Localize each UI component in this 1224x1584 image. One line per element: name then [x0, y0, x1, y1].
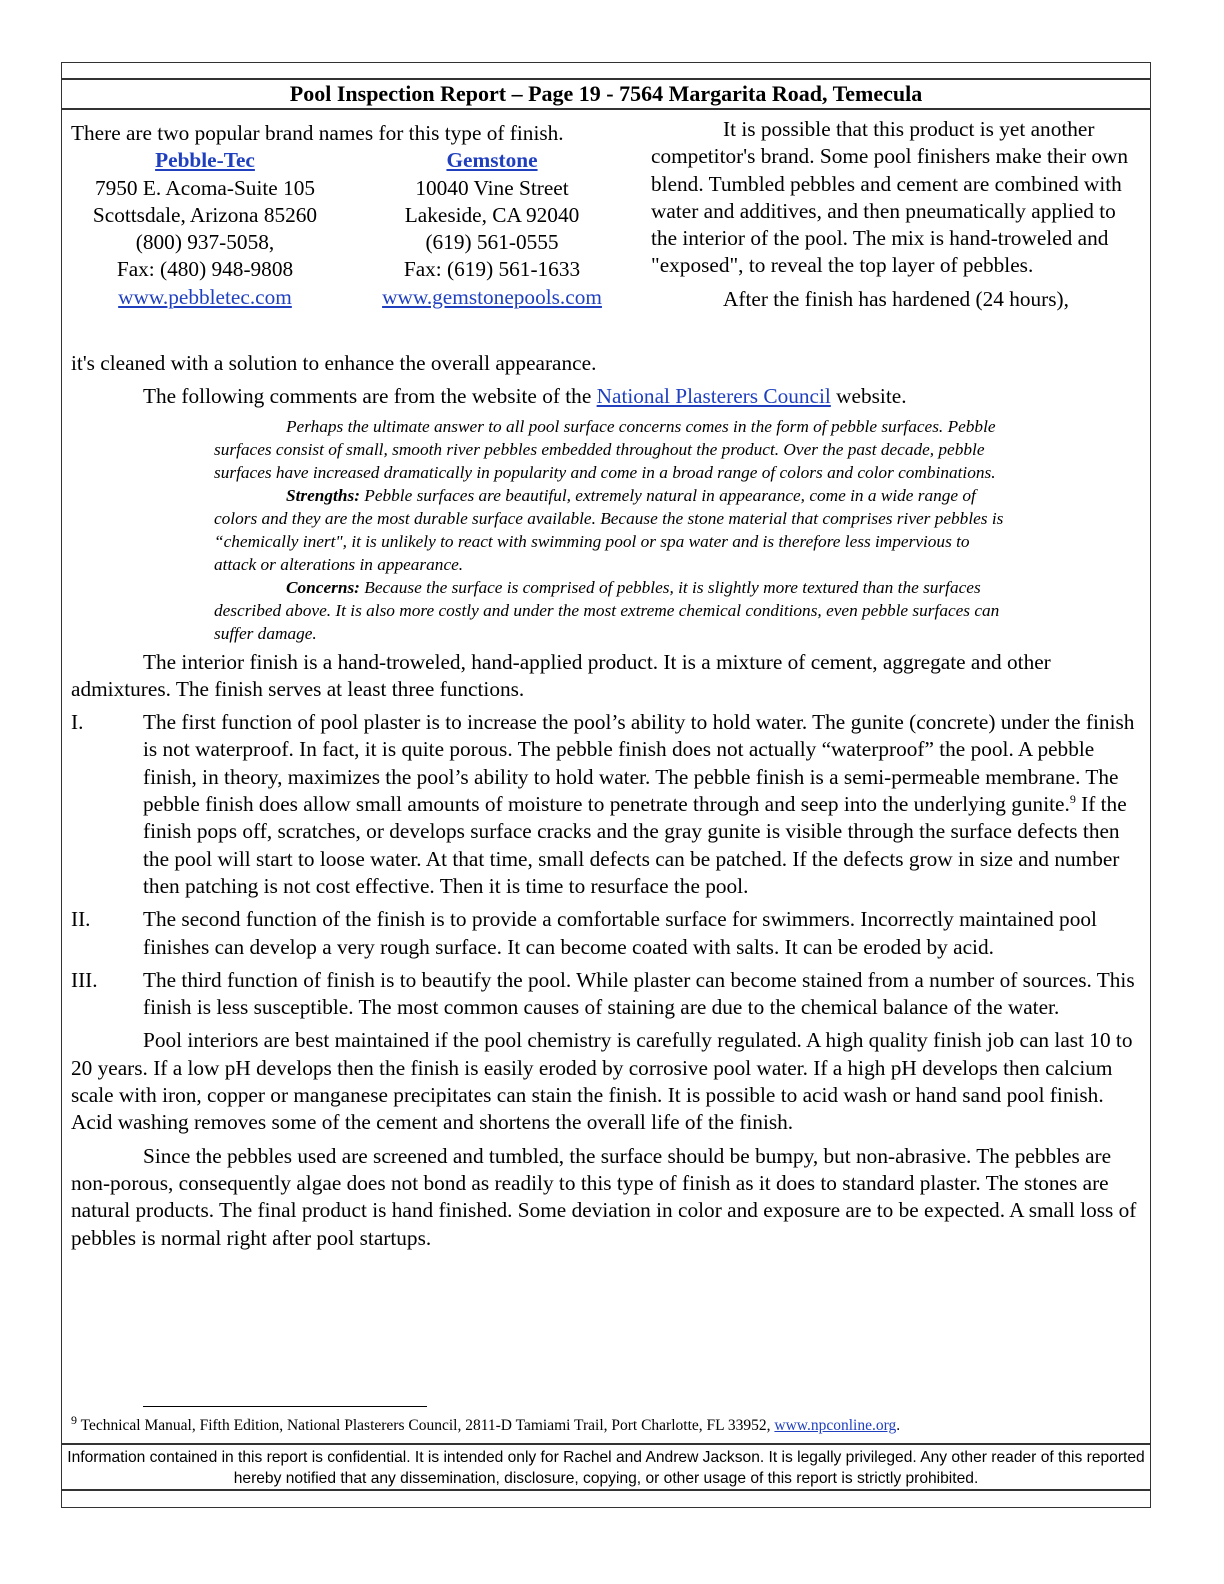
concerns-text: Because the surface is comprised of pebbles, it is slightly more textured than the surfaces described above. It is also more costly and under the most extreme chemical conditions, even pebble surfaces can suffer damage.	[214, 577, 1000, 643]
maintenance-paragraph: Pool interiors are best maintained if the pool chemistry is carefully regulated. A high quality finish job can last 10 to 20 years. If a low pH develops then the finish is easily eroded by corrosive pool water. If a high pH develops then calcium scale with iron, copper or manganese precipitates can stain the finish. It is possible to acid wash or hand sand pool finish. Acid washing removes some of the cement and shortens the overall life of the finish.	[71, 1028, 1133, 1135]
brand-name-link[interactable]: Pebble-Tec	[155, 148, 255, 173]
page-header	[61, 78, 1151, 110]
npc-quote	[214, 415, 1004, 645]
brand-fax: Fax: (619) 561-1633	[403, 257, 581, 282]
brand-website-link[interactable]: www.gemstonepools.com	[382, 284, 602, 309]
function-item	[71, 906, 1141, 961]
footnote	[71, 1412, 901, 1435]
function-text: The third function of finish is to beautify the pool. While plaster can become stained from a number of sources. This finish is less susceptible. The most common causes of staining are due to the chemical balance of the water.	[143, 967, 1135, 1020]
brand-address-line2: Lakeside, CA 92040	[404, 202, 580, 227]
quote-concerns	[214, 576, 1004, 645]
pebble-paragraph: Since the pebbles used are screened and tumbled, the surface should be bumpy, but non-abrasive. The pebbles are non-porous, consequently algae does not bond as readily to this type of finish as it does to standard plaster. The stones are natural products. The final product is hand finished. Some deviation in color and exposure are to be expected. A small loss of pebbles is normal right after pool startups.	[71, 1143, 1137, 1250]
strengths-label: Strengths:	[286, 485, 360, 505]
brand-name-link[interactable]: Gemstone	[446, 148, 538, 173]
hardened-paragraph-end: it's cleaned with a solution to enhance the overall appearance.	[71, 351, 597, 375]
footnote-ref[interactable]: 9	[1069, 791, 1076, 806]
function-text: The second function of the finish is to provide a comfortable surface for swimmers. Incorrectly maintained pool finishes can develop a very rough surface. It can become coated with salts. It can be eroded by acid.	[143, 907, 1097, 959]
brand-address-line1: 10040 Vine Street	[415, 175, 569, 200]
report-body	[71, 116, 1141, 1252]
footnote-divider	[143, 1406, 427, 1407]
function-number: III.	[71, 967, 98, 992]
interior-paragraph: The interior finish is a hand-troweled, hand-applied product. It is a mixture of cement, aggregate and other admixtures. The finish serves at least three functions.	[71, 649, 1051, 701]
confidentiality-notice: Information contained in this report is confidential. It is intended only for Rachel and Andrew Jackson. It is legally privileged. Any other reader of this reported hereby notified that any dissemination, disclosure, copying, or other usage of this report is strictly prohibited.	[61, 1443, 1151, 1491]
brand-pebble-tec	[71, 147, 339, 311]
function-text-part: If the finish pops off, scratches, or develops surface cracks and the gray gunite is visible through the surface defects then the pool will start to loose water. At that time, small defects can be patched. If the defects grow in size and number then patching is not cost effective. Then it is time to resurface the pool.	[143, 792, 1127, 898]
footnote-number: 9	[71, 1412, 77, 1427]
brand-phone: (800) 937-5058,	[135, 230, 275, 255]
function-item	[71, 709, 1141, 900]
quote-intro: Perhaps the ultimate answer to all pool surface concerns comes in the form of pebble surfaces. Pebble surfaces consist of small, smooth river pebbles embedded throughout the product. Over the past decade, pebble surfaces have increased dramatically in popularity and come in a broad range of colors and color combinations.	[214, 416, 996, 482]
brand-website-link[interactable]: www.pebbletec.com	[118, 284, 292, 309]
footnote-text: Technical Manual, Fifth Edition, National Plasterers Council, 2811-D Tamiami Trail, Port Charlotte, FL 33952,	[77, 1417, 775, 1434]
npc-intro-text: The following comments are from the website of the	[143, 384, 597, 409]
npc-intro-paragraph	[71, 383, 1141, 410]
page-title: Pool Inspection Report – Page 19 - 7564 Margarita Road, Temecula	[289, 81, 923, 106]
brand-phone: (619) 561-0555	[425, 230, 559, 255]
function-number: II.	[71, 907, 91, 932]
function-item	[71, 967, 1141, 1022]
quote-strengths	[214, 484, 1004, 576]
competitor-block	[651, 116, 1141, 313]
competitor-paragraph: It is possible that this product is yet another competitor's brand. Some pool finishers make their own blend. Tumbled pebbles and cement are combined with water and additives, and then pneumatically applied to the interior of the pool. The mix is hand-troweled and "exposed", to reveal the top layer of pebbles.	[651, 117, 1129, 278]
brand-address-line2: Scottsdale, Arizona 85260	[92, 202, 318, 227]
brands-block	[71, 120, 646, 311]
hardened-paragraph-start: After the finish has hardened (24 hours),	[723, 286, 1069, 311]
brand-fax: Fax: (480) 948-9808	[116, 257, 294, 282]
function-text	[143, 709, 1141, 900]
brand-gemstone	[339, 147, 645, 311]
concerns-label: Concerns:	[286, 577, 360, 597]
function-number: I.	[71, 710, 84, 735]
brand-address-line1: 7950 E. Acoma-Suite 105	[94, 175, 316, 200]
strengths-text: Pebble surfaces are beautiful, extremely natural in appearance, come in a wide range of colors and they are the most durable surface available. Because the stone material that comprises river pebbles is “chemically inert", it is unlikely to react with swimming pool or spa water and is therefore less impervious to attack or alterations in appearance.	[214, 485, 1004, 574]
footnote-end: .	[896, 1417, 901, 1434]
npc-link[interactable]: National Plasterers Council	[596, 384, 831, 409]
brand-list	[71, 147, 646, 311]
npc-intro-end: website.	[830, 384, 907, 409]
brands-intro: There are two popular brand names for this type of finish.	[71, 121, 564, 145]
footnote-link[interactable]: www.npconline.org	[774, 1417, 897, 1434]
top-section	[71, 116, 1141, 350]
function-text-part: The first function of pool plaster is to increase the pool’s ability to hold water. The gunite (concrete) under the finish is not waterproof. In fact, it is quite porous. The pebble finish does not actually “waterproof” the pool. A pebble finish, in theory, maximizes the pool’s ability to hold water. The pebble finish is a semi-permeable membrane. The pebble finish does allow small amounts of moisture to penetrate through and seep into the underlying gunite.	[143, 710, 1135, 817]
